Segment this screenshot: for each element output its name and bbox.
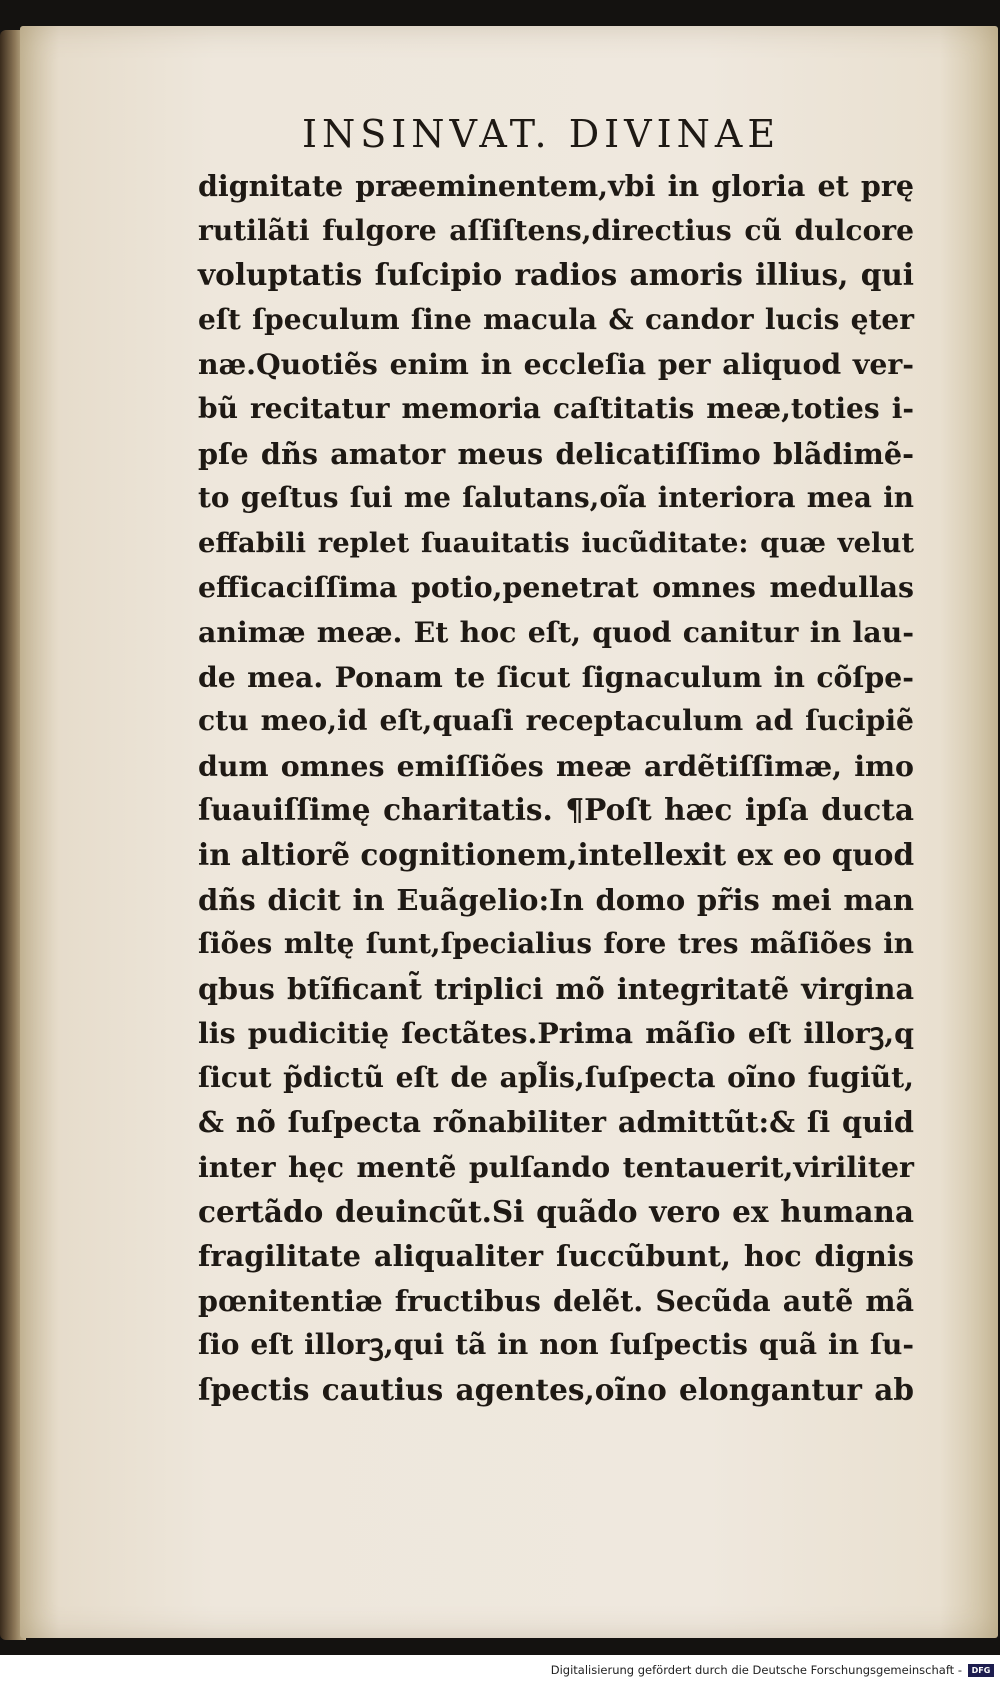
text-line: effabili replet ſuauitatis iucũditate: quæ velut — [198, 526, 914, 559]
digitization-footer — [551, 1658, 994, 1682]
text-line: dignitate præeminentem,vbi in gloria et prę — [198, 169, 914, 203]
text-line: in altiorẽ cognitionem,intellexit ex eo quod — [198, 836, 915, 872]
text-line: inter hęc mentẽ pulſando tentauerit,viriliter — [198, 1150, 914, 1185]
text-line: efficaciſſima potio,penetrat omnes medullas — [198, 570, 914, 605]
text-line: ſiões mltę ſunt,ſpecialius fore tres mãſiões in — [198, 927, 914, 961]
text-line: ctu meo,id eſt,quaſi receptaculum ad ſucipiẽ — [198, 704, 914, 738]
running-head: INSINVAT. DIVINAE — [302, 112, 781, 156]
text-line: to geſtus ſui me ſalutans,oĩa interiora mea in — [198, 481, 914, 515]
text-line: ſuauiſſimę charitatis. ¶Poſt hæc ipſa ducta — [198, 792, 914, 828]
body-text — [198, 164, 914, 1413]
text-line: ſpectis cautius agentes,oĩno elongantur ab — [198, 1372, 914, 1408]
text-line: de mea. Ponam te ſicut ſignaculum in cõſpe- — [198, 659, 914, 694]
text-line: voluptatis ſuſcipio radios amoris illius, qui — [198, 257, 914, 293]
text-line: pœnitentiæ fructibus delẽt. Secũda autẽ mã — [198, 1283, 914, 1318]
book-page — [20, 26, 998, 1638]
dfg-logo: DFG — [968, 1664, 994, 1677]
text-line: pſe dñs amator meus delicatiſſimo blãdimẽ- — [198, 436, 914, 471]
text-line: dñs dicit in Euãgelio:In domo pr̃is mei man — [198, 882, 914, 917]
text-line: qbus btĩficant̃ triplici mõ integritatẽ virgina — [198, 971, 914, 1006]
text-line: bũ recitatur memoria caſtitatis meæ,toties i- — [198, 391, 914, 425]
text-line: lis pudicitię ſectãtes.Prima mãſio eſt illorꝫ,q — [198, 1016, 914, 1051]
text-line: ſicut p̃dictũ eſt de apl̃is,ſuſpecta oĩno fugiũt, — [198, 1060, 914, 1094]
text-line: & nõ ſuſpecta rõnabiliter admittũt:& ſi quid — [198, 1105, 914, 1140]
text-line: animæ meæ. Et hoc eſt, quod canitur in lau- — [198, 614, 914, 649]
text-line: dum omnes emiſſiões meæ ardẽtiſſimæ, imo — [198, 748, 914, 783]
text-line: ſio eſt illorꝫ,qui tã in non ſuſpectis quã in ſu- — [198, 1328, 914, 1362]
text-block — [198, 106, 914, 1413]
text-line: rutilãti fulgore aſſiſtens,directius cũ dulcore — [198, 213, 914, 247]
text-line: fragilitate aliqualiter ſuccũbunt, hoc dignis — [198, 1239, 914, 1274]
footer-credit: Digitalisierung gefördert durch die Deutsche Forschungsgemeinschaft - — [550, 1663, 962, 1677]
text-line: næ.Quotiẽs enim in eccleſia per aliquod ver- — [198, 347, 914, 382]
text-line: eſt ſpeculum ſine macula & candor lucis ęter — [198, 302, 914, 336]
text-line: certãdo deuincũt.Si quãdo vero ex humana — [198, 1193, 914, 1229]
